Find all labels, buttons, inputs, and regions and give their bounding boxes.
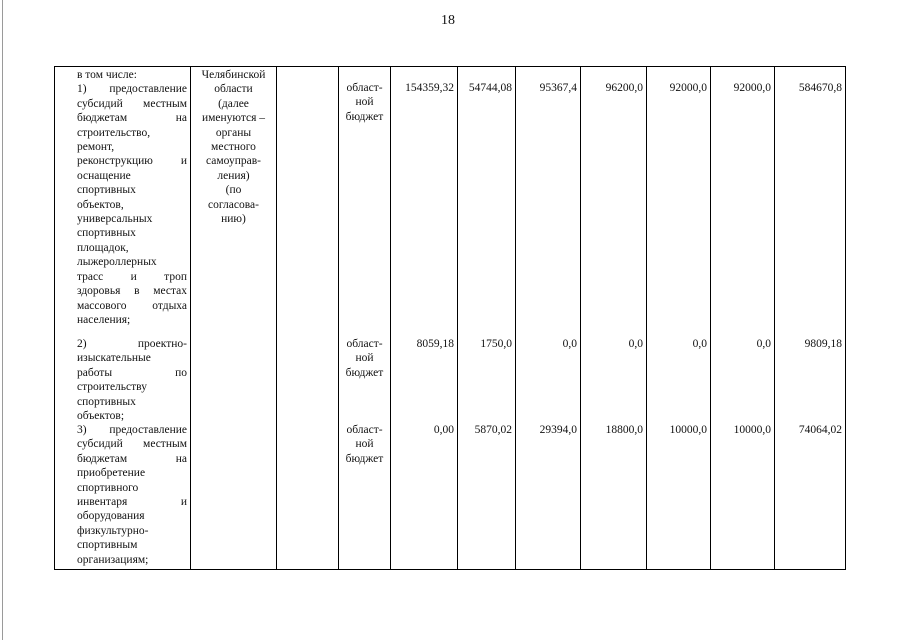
- item-line: физкультурно-: [77, 524, 149, 537]
- value: 154359,32: [405, 82, 454, 94]
- executor-line: ления): [217, 169, 250, 182]
- executor-line: области: [214, 83, 253, 96]
- executor-line: местного: [211, 141, 256, 154]
- item-line: массового отдыха: [77, 299, 187, 312]
- executor-cell: [191, 67, 277, 570]
- item-cell: [55, 67, 191, 570]
- value: 1750,0: [480, 338, 512, 350]
- item-line: спортивных: [77, 227, 136, 240]
- item-line: 2) проектно-: [77, 338, 187, 350]
- value-cell: [458, 67, 516, 570]
- item-line: ремонт,: [77, 141, 115, 154]
- item-line: спортивного: [77, 481, 139, 494]
- budget-label-2: [339, 337, 390, 380]
- budget-line: област-: [346, 338, 383, 350]
- total-cell: [775, 67, 846, 570]
- item-line: спортивных: [77, 395, 136, 408]
- budget-line: ной: [355, 352, 374, 365]
- executor-line: самоуправ-: [206, 155, 261, 168]
- item-line: изыскательные: [77, 352, 151, 365]
- value: 10000,0: [733, 424, 771, 436]
- item-line: строительство,: [77, 126, 151, 139]
- item-line: приобретение: [77, 467, 146, 480]
- item-line: 3) предоставление: [77, 424, 187, 436]
- item-line: спортивных: [77, 184, 136, 197]
- value-cell: [581, 67, 647, 570]
- item-line: универсальных: [77, 213, 153, 226]
- item-1-text: [77, 82, 187, 327]
- item-line: реконструкцию и: [77, 155, 187, 168]
- value: 0,0: [692, 338, 707, 350]
- value: 95367,4: [539, 82, 577, 94]
- budget-line: ной: [355, 96, 374, 109]
- item-line: здоровья в местах: [77, 285, 187, 298]
- executor-text: [191, 67, 276, 226]
- value-cell: [711, 67, 775, 570]
- item-3-text: [55, 423, 190, 567]
- executor-line: нию): [221, 213, 246, 226]
- budget-cell: [339, 67, 391, 570]
- budget-line: ной: [355, 438, 374, 451]
- item-line: бюджетам на: [77, 112, 187, 125]
- item-line: лыжероллерных: [77, 256, 157, 269]
- item-line: площадок,: [77, 241, 129, 254]
- budget-line: бюджет: [345, 452, 384, 465]
- program-table: [54, 66, 846, 570]
- value-cell: [391, 67, 458, 570]
- executor-line: Челябинской: [201, 69, 266, 81]
- executor-line: органы: [215, 126, 252, 139]
- value: 0,00: [433, 424, 454, 436]
- budget-label-3: [339, 423, 390, 466]
- budget-label-1: [339, 81, 390, 124]
- item-line: спортивным: [77, 539, 138, 552]
- budget-line: бюджет: [345, 110, 384, 123]
- page-left-edge: [2, 0, 3, 640]
- executor-line: (по: [225, 184, 242, 197]
- item-line: бюджетам на: [77, 452, 187, 465]
- value: 92000,0: [733, 82, 771, 94]
- value: 92000,0: [669, 82, 707, 94]
- executor-line: согласова-: [208, 198, 259, 211]
- budget-line: област-: [346, 424, 383, 436]
- item-line: оборудования: [77, 510, 145, 523]
- value: 18800,0: [605, 424, 643, 436]
- value: 5870,02: [474, 424, 512, 436]
- item-line: строительству: [77, 381, 147, 394]
- item-line: субсидий местным: [77, 438, 187, 451]
- item-line: работы по: [77, 366, 187, 379]
- empty-cell: [277, 67, 339, 570]
- item-line: объектов;: [77, 410, 125, 423]
- value-cell: [516, 67, 581, 570]
- value: 10000,0: [669, 424, 707, 436]
- item-2-text: [55, 337, 190, 423]
- value-cell: [647, 67, 711, 570]
- item-line: трасс и троп: [77, 270, 187, 283]
- value: 0,0: [628, 338, 643, 350]
- executor-line: именуются –: [201, 112, 266, 125]
- row-intro: в том числе:: [77, 69, 137, 81]
- budget-line: бюджет: [345, 366, 384, 379]
- value: 54744,08: [468, 82, 512, 94]
- item-line: оснащение: [77, 169, 131, 182]
- total-value: 9809,18: [804, 338, 842, 350]
- total-value: 74064,02: [798, 424, 842, 436]
- item-line: организациям;: [77, 553, 149, 566]
- value: 96200,0: [605, 82, 643, 94]
- value: 8059,18: [416, 338, 454, 350]
- total-value: 584670,8: [798, 82, 842, 94]
- page-number: 18: [441, 13, 455, 28]
- item-line: объектов,: [77, 198, 124, 211]
- item-line: инвентаря и: [77, 496, 187, 509]
- budget-line: област-: [346, 82, 383, 94]
- executor-line: (далее: [218, 97, 249, 110]
- item-line: 1) предоставление: [77, 83, 187, 96]
- value: 0,0: [562, 338, 577, 350]
- table-row: [55, 67, 846, 570]
- value: 29394,0: [539, 424, 577, 436]
- item-line: субсидий местным: [77, 97, 187, 110]
- item-line: населения;: [77, 313, 131, 326]
- value: 0,0: [756, 338, 771, 350]
